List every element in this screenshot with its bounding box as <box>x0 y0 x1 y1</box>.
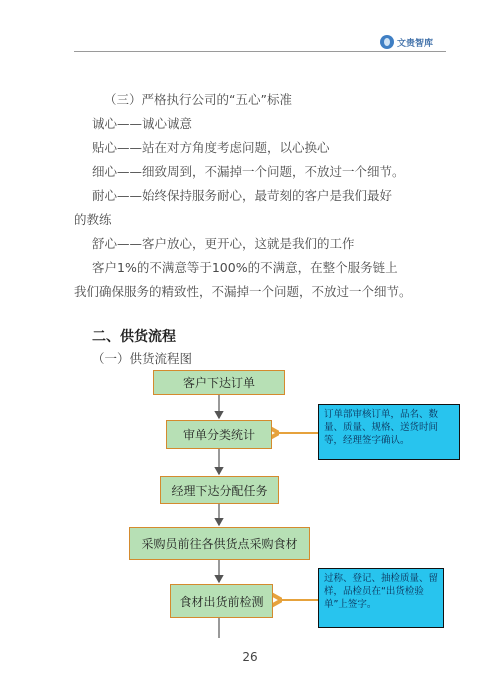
service-statement: 客户1%的不满意等于100%的不满意，在整个服务链上 <box>92 260 398 275</box>
note-order-review: 订单部审核订单，品名、数量、质量、规格、送货时间等，经理签字确认。 <box>318 404 460 460</box>
logo-text: 文贵智库 <box>397 38 434 49</box>
section-heading: 二、供货流程 <box>92 329 176 345</box>
section3-title: （三）严格执行公司的“五心”标准 <box>104 92 292 107</box>
page-number: 26 <box>242 650 258 664</box>
flow-step-review: 审单分类统计 <box>166 420 272 449</box>
flow-step-assign: 经理下达分配任务 <box>160 476 279 504</box>
five-hearts-item: 细心——细致周到，不漏掉一个问题，不放过一个细节。 <box>92 164 405 179</box>
flow-step-purchase: 采购员前往各供货点采购食材 <box>129 527 310 560</box>
service-statement-cont: 我们确保服务的精致性，不漏掉一个问题，不放过一个细节。 <box>74 284 412 299</box>
five-hearts-item: 舒心——客户放心，更开心，这就是我们的工作 <box>92 236 355 251</box>
five-hearts-item: 诚心——诚心诚意 <box>92 116 193 131</box>
flowchart-title: （一）供货流程图 <box>92 351 193 366</box>
note-inspection: 过称、登记、抽检质量、留样，品检员在“出货检验单”上签字。 <box>318 568 444 628</box>
flow-step-inspect: 食材出货前检测 <box>170 584 273 618</box>
five-hearts-item: 耐心——始终保持服务耐心，最苛刻的客户是我们最好 <box>92 188 393 203</box>
flow-step-order: 客户下达订单 <box>153 370 285 395</box>
five-hearts-item: 贴心——站在对方角度考虑问题，以心换心 <box>92 140 330 155</box>
five-hearts-item-cont: 的教练 <box>74 212 112 227</box>
